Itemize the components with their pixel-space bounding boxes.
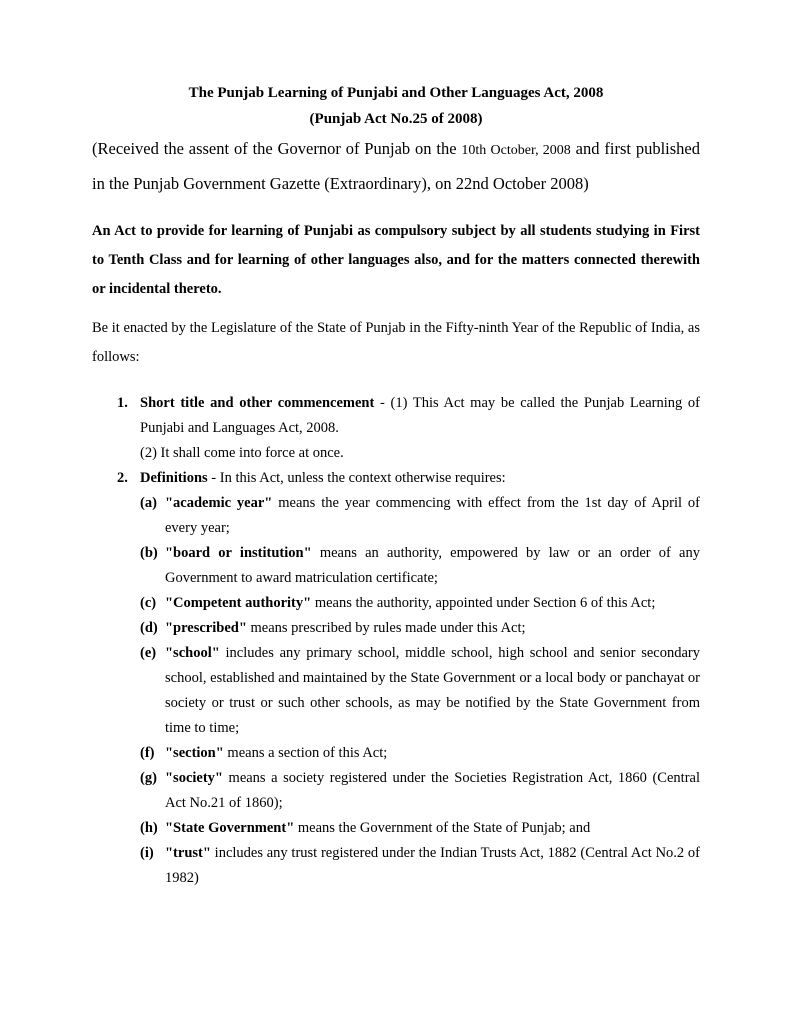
clause-g-rest: means a society registered under the Societies Registration Act, 1860 (Central Act No.21 of 1860); — [165, 770, 700, 811]
clause-c-rest: means the authority, appointed under Section 6 of this Act; — [311, 595, 656, 611]
section-1-text — [140, 391, 700, 466]
section-1-heading: Short title and other commencement — [140, 395, 375, 411]
clause-e-rest: includes any primary school, middle school, high school and senior secondary school, established and maintained by the State Government or a local body or panchayat or society or trust or such other schools, as may be notified by the State Government from time to time; — [165, 645, 700, 736]
clause-d-letter: (d) — [140, 620, 158, 636]
clause-f — [140, 741, 700, 766]
act-subtitle: (Punjab Act No.25 of 2008) — [309, 111, 483, 127]
clause-g-text — [165, 770, 700, 811]
clause-h — [140, 816, 700, 841]
clause-i-rest: includes any trust registered under the Indian Trusts Act, 1882 (Central Act No.2 of 1982) — [165, 845, 700, 886]
assent-text-before-date: (Received the assent of the Governor of Punjab on the — [92, 139, 462, 158]
clause-c — [140, 591, 700, 616]
clause-a-rest: means the year commencing with effect from the 1st day of April of every year; — [165, 495, 700, 536]
section-1-number: 1. — [117, 395, 128, 411]
section-2-opening — [140, 466, 700, 491]
clause-f-term: "section" — [165, 745, 224, 761]
clause-b-term: "board or institution" — [165, 545, 312, 561]
section-1 — [92, 391, 700, 466]
assent-paragraph — [92, 132, 700, 200]
clause-c-term: "Competent authority" — [165, 595, 312, 611]
enacting-clause: Be it enacted by the Legislature of the State of Punjab in the Fifty-ninth Year of the Republic of India, as follows: — [92, 320, 700, 365]
clause-h-term: "State Government" — [165, 820, 295, 836]
section-2-text — [140, 466, 700, 891]
sections-list — [92, 391, 700, 891]
clause-h-letter: (h) — [140, 820, 158, 836]
clause-a-text — [165, 495, 700, 536]
section-2-number: 2. — [117, 470, 128, 486]
clause-i-term: "trust" — [165, 845, 211, 861]
clause-d — [140, 616, 700, 641]
clause-d-rest: means prescribed by rules made under this Act; — [246, 620, 526, 636]
clause-f-text — [165, 745, 387, 761]
assent-date: 10th October, 2008 — [461, 143, 571, 158]
clause-b-rest: means an authority, empowered by law or an order of any Government to award matriculation certificate; — [165, 545, 700, 586]
clause-g-letter: (g) — [140, 770, 157, 786]
clause-e-text — [165, 645, 700, 736]
clause-g — [140, 766, 700, 816]
assent-text-after-date: and first published in the Punjab Government Gazette (Extraordinary), on 22nd October 2008) — [92, 139, 700, 193]
section-1-opening — [140, 391, 700, 441]
clause-b-letter: (b) — [140, 545, 158, 561]
clause-g-term: "society" — [165, 770, 223, 786]
clause-d-text — [165, 620, 526, 636]
clause-c-text — [165, 595, 655, 611]
clause-i-text — [165, 845, 700, 886]
clause-a — [140, 491, 700, 541]
section-2 — [92, 466, 700, 891]
clause-e-letter: (e) — [140, 645, 157, 661]
section-2-heading: Definitions — [140, 470, 208, 486]
clause-f-rest: means a section of this Act; — [223, 745, 388, 761]
clause-h-text — [165, 820, 590, 836]
clause-i-letter: (i) — [140, 845, 154, 861]
clause-b-text — [165, 545, 700, 586]
clause-c-letter: (c) — [140, 595, 157, 611]
clause-a-letter: (a) — [140, 495, 157, 511]
clause-e — [140, 641, 700, 741]
section-1-body: - (1) This Act may be called the Punjab Learning of Punjabi and Languages Act, 2008. — [140, 395, 701, 436]
section-1-subclause-2: (2) It shall come into force at once. — [140, 445, 344, 461]
act-title: The Punjab Learning of Punjabi and Other Languages Act, 2008 — [188, 85, 604, 101]
clause-d-term: "prescribed" — [165, 620, 247, 636]
clause-i — [140, 841, 700, 891]
act-description: An Act to provide for learning of Punjabi as compulsory subject by all students studying in First to Tenth Class and for learning of other languages also, and for the matters connected therewith or incidental thereto. — [92, 223, 700, 297]
clause-a-term: "academic year" — [165, 495, 273, 511]
section-2-body: - In this Act, unless the context otherwise requires: — [207, 470, 506, 486]
clause-b — [140, 541, 700, 591]
clause-h-rest: means the Government of the State of Punjab; and — [294, 820, 591, 836]
clause-f-letter: (f) — [140, 745, 155, 761]
clause-e-term: "school" — [165, 645, 220, 661]
